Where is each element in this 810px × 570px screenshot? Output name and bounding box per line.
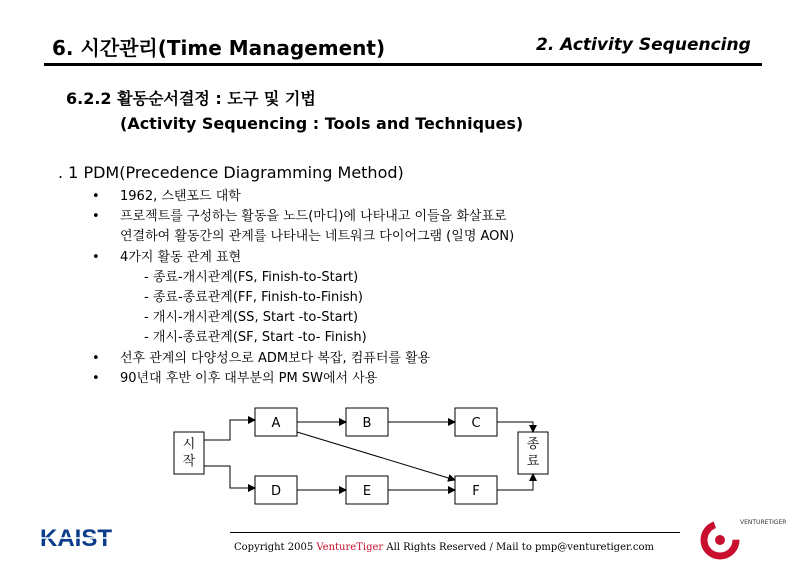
node-start-label-1: 시 [182, 437, 196, 452]
bullet-dot: • [92, 370, 100, 386]
node-a-label: A [271, 416, 281, 431]
bullet-text: - 개시-개시관계(SS, Start -to-Start) [144, 310, 359, 326]
node-f-label: F [472, 484, 480, 499]
bullet-text: - 종료-개시관계(FS, Finish-to-Start) [144, 269, 359, 285]
arrow-f-end [497, 474, 533, 490]
section-subheading: (Activity Sequencing : Tools and Techniques) [120, 114, 524, 133]
node-b-label: B [362, 416, 372, 431]
bullet-text: 90년대 후반 이후 대부분의 PM SW에서 사용 [120, 370, 378, 386]
bullet-text: 4가지 활동 관계 표현 [120, 249, 242, 265]
arrow-start-a [204, 420, 255, 440]
node-d-label: D [270, 484, 282, 499]
venturetiger-logo [686, 512, 786, 562]
node-c-label: C [471, 416, 481, 431]
bullet-dot: • [92, 249, 100, 265]
section-label: 2. Activity Sequencing [536, 35, 751, 55]
brand-name: VentureTiger [316, 542, 384, 553]
footer-divider [230, 532, 680, 533]
bullet-dot: • [92, 189, 100, 204]
copyright-text: Copyright 2005 VentureTiger All Rights Reserved / Mail to pmp@venturetiger.com [234, 542, 654, 553]
bullet-text: 프로젝트를 구성하는 활동을 노드(마디)에 나타내고 이들을 화살표로 [120, 209, 507, 225]
topic-title: . 1 PDM(Precedence Diagramming Method) [58, 163, 404, 182]
bullet-text: - 종료-종료관계(FF, Finish-to-Finish) [144, 289, 363, 305]
node-start-label-2: 작 [182, 454, 196, 469]
arrow-start-d [204, 466, 255, 488]
node-end-label-2: 료 [526, 454, 540, 469]
bullet-text: 선후 관계의 다양성으로 ADM보다 복잡, 컴퓨터를 활용 [120, 350, 431, 366]
bullet-text: 1962, 스탠포드 대학 [120, 189, 241, 204]
node-end-label-1: 종 [526, 437, 540, 452]
venturetiger-logo-text: VENTURETIGER [740, 519, 786, 526]
node-e-label: E [362, 484, 372, 499]
kaist-logo [40, 524, 120, 550]
arrow-c-end [497, 422, 533, 432]
bullet-text: - 개시-종료관계(SF, Start -to- Finish) [144, 330, 367, 346]
bullet-dot: • [92, 350, 100, 366]
bullet-dot: • [92, 209, 100, 225]
kaist-logo-text: KAIST [40, 525, 112, 550]
section-heading: 6.2.2 활동순서결정 : 도구 및 기법 [66, 89, 316, 108]
arrow-a-f [297, 432, 455, 480]
bullet-text: 연결하여 활동간의 관계를 나타내는 네트워크 다이어그램 (일명 AON) [120, 229, 515, 245]
chapter-title: 6. 시간관리(Time Management) [52, 36, 386, 60]
